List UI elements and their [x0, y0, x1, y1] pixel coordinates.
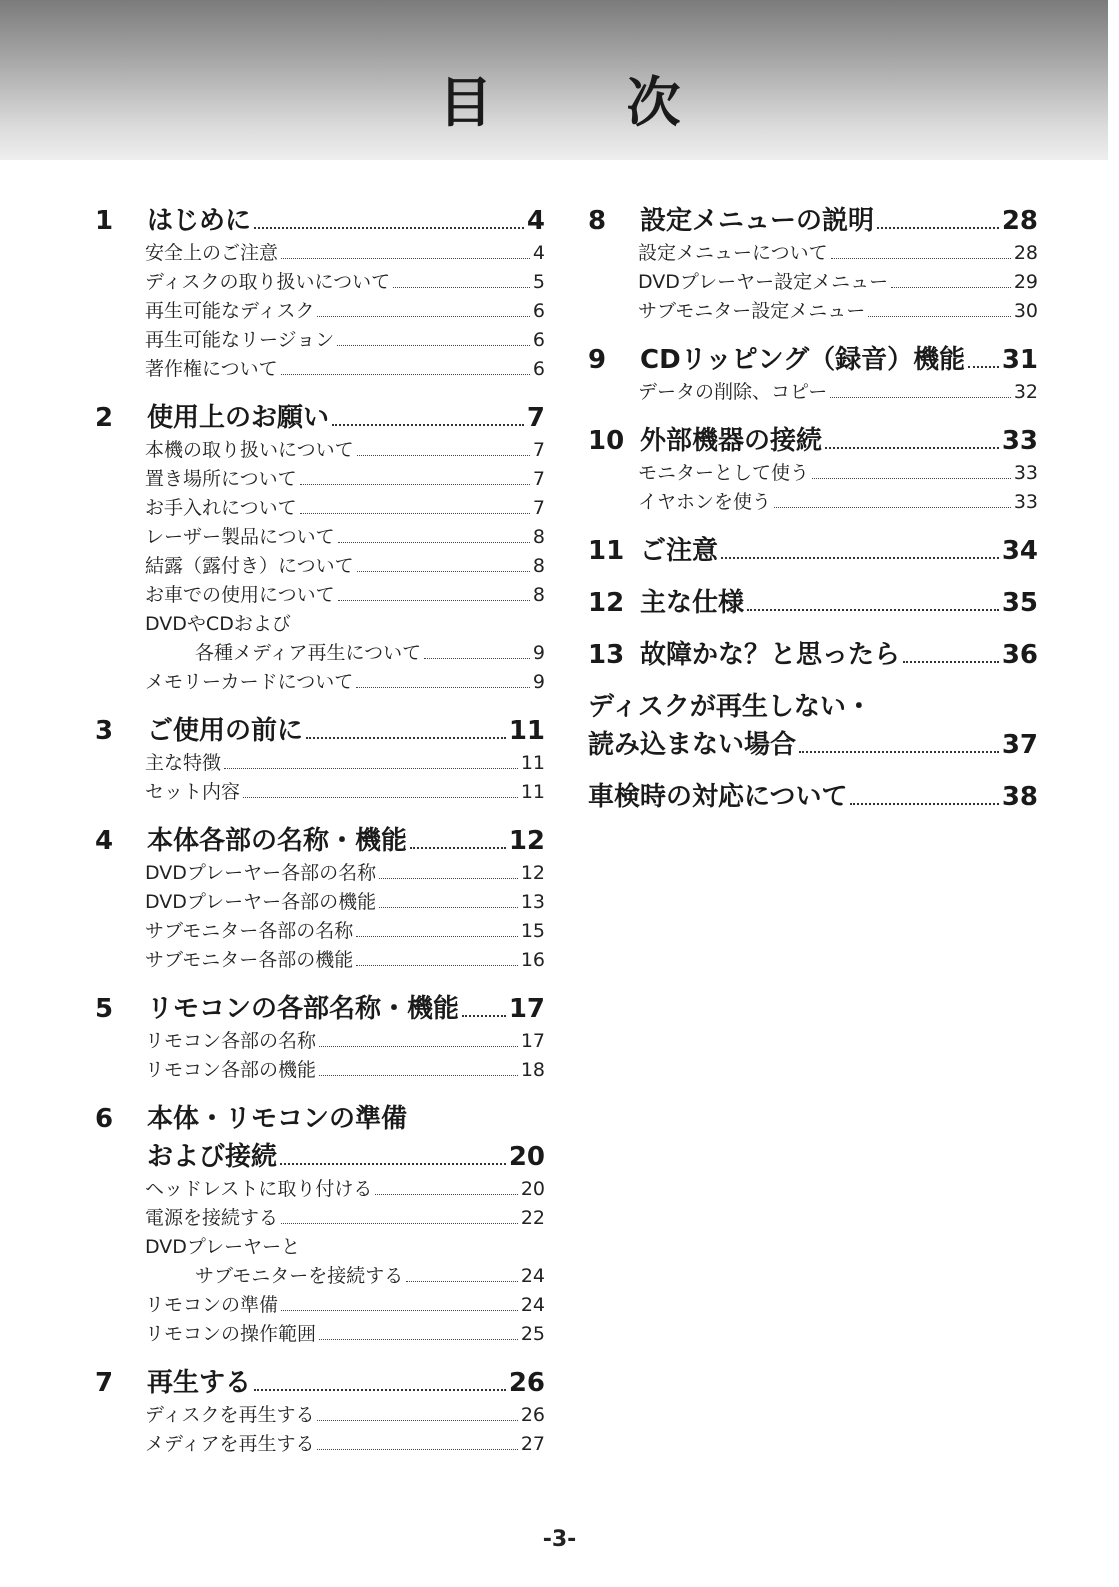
section-number: 10: [588, 426, 625, 456]
section-page-number: 17: [508, 994, 545, 1024]
item-label: DVDプレーヤーと: [145, 1236, 301, 1258]
section-title: ご使用の前に: [147, 716, 304, 746]
toc-item-row: [145, 1203, 545, 1232]
section-page-number: 11: [508, 716, 545, 746]
section-title: はじめに: [147, 206, 252, 236]
item-label: イヤホンを使う: [638, 491, 772, 513]
item-label-continued: 各種メディア再生について: [195, 642, 422, 664]
section-number: 12: [588, 588, 625, 618]
section-title: ディスクが再生しない・: [588, 692, 872, 722]
section-heading-row: [588, 634, 1038, 672]
section-heading-row: [588, 420, 1038, 458]
dot-leader: [747, 609, 999, 611]
item-page-number: 7: [532, 439, 545, 461]
toc-item-row: [638, 377, 1038, 406]
dot-leader: [357, 455, 530, 456]
toc-item-row: [145, 325, 545, 354]
toc-item-row: [638, 267, 1038, 296]
section-title: CDリッピング（録音）機能: [640, 345, 966, 375]
item-label: DVDやCDおよび: [145, 613, 291, 635]
item-label: モニターとして使う: [638, 462, 810, 484]
section-heading-row: [95, 200, 545, 238]
section-page-number: 33: [1001, 426, 1038, 456]
dot-leader: [356, 965, 518, 966]
section-heading-row: [95, 710, 545, 748]
dot-leader: [281, 258, 530, 259]
section-items: [588, 458, 1038, 516]
toc-item-row: [145, 522, 545, 551]
toc-section: [95, 397, 545, 696]
dot-leader: [319, 1075, 518, 1076]
section-page-number: 31: [1001, 345, 1038, 375]
item-label: 置き場所について: [145, 468, 297, 490]
item-page-number: 12: [520, 862, 545, 884]
page-title: 目 次: [438, 71, 721, 134]
section-number: 6: [95, 1104, 114, 1134]
item-page-number: 25: [520, 1323, 545, 1345]
dot-leader: [254, 1389, 506, 1391]
item-label: 安全上のご注意: [145, 242, 279, 264]
item-label: 著作権について: [145, 358, 278, 380]
item-page-number: 16: [520, 949, 545, 971]
section-number: 13: [588, 640, 625, 670]
item-label: リモコン各部の名称: [145, 1030, 317, 1052]
section-heading-row: [95, 1098, 545, 1136]
item-page-number: 9: [532, 642, 545, 664]
section-number: 2: [95, 403, 114, 433]
toc-item-row: [145, 435, 545, 464]
item-label: 設定メニューについて: [638, 242, 828, 264]
item-page-number: 18: [520, 1059, 545, 1081]
dot-leader: [830, 397, 1011, 398]
section-items: [95, 748, 545, 806]
section-title-continued: および接続: [147, 1142, 278, 1172]
section-items: [95, 1400, 545, 1458]
dot-leader: [968, 366, 999, 368]
toc-item-row: [145, 1026, 545, 1055]
dot-leader: [300, 513, 530, 514]
item-page-number: 17: [520, 1030, 545, 1052]
item-page-number: 33: [1013, 491, 1038, 513]
item-page-number: 27: [520, 1433, 545, 1455]
dot-leader: [356, 936, 518, 937]
section-number: 9: [588, 345, 607, 375]
toc-item-row: [145, 238, 545, 267]
item-label: ディスクを再生する: [145, 1404, 315, 1426]
item-label: サブモニター設定メニュー: [638, 300, 866, 322]
section-number: 11: [588, 536, 625, 566]
item-page-number: 6: [532, 329, 545, 351]
dot-leader: [891, 287, 1011, 288]
section-heading-row: [95, 1136, 545, 1174]
section-title: 本体各部の名称・機能: [147, 826, 408, 856]
item-page-number: 6: [532, 300, 545, 322]
section-heading-row: [95, 820, 545, 858]
section-title: リモコンの各部名称・機能: [147, 994, 460, 1024]
section-page-number: 36: [1001, 640, 1038, 670]
section-heading-row: [95, 988, 545, 1026]
section-heading-row: [588, 686, 1038, 724]
section-title: ご注意: [640, 536, 719, 566]
item-page-number: 24: [520, 1294, 545, 1316]
dot-leader: [357, 571, 530, 572]
dot-leader: [393, 287, 530, 288]
toc-section: [588, 200, 1038, 325]
section-page-number: 37: [1001, 730, 1038, 760]
section-page-number: 26: [508, 1368, 545, 1398]
item-label: メモリーカードについて: [145, 671, 354, 693]
item-page-number: 29: [1013, 271, 1038, 293]
section-items: [95, 858, 545, 974]
dot-leader: [903, 661, 999, 663]
dot-leader: [462, 1015, 506, 1017]
toc-item-row: [145, 1290, 545, 1319]
section-number: 5: [95, 994, 114, 1024]
toc-section: [588, 582, 1038, 620]
toc-item-row: [145, 945, 545, 974]
section-title: 使用上のお願い: [147, 403, 330, 433]
toc-item-row: [145, 777, 545, 806]
dot-leader: [281, 1223, 518, 1224]
item-label: サブモニター各部の名称: [145, 920, 354, 942]
toc-item-row: [145, 748, 545, 777]
toc-item-row: [145, 1055, 545, 1084]
dot-leader: [424, 658, 530, 659]
section-page-number: 38: [1001, 782, 1038, 812]
toc-item-row: [638, 458, 1038, 487]
item-label: ディスクの取り扱いについて: [145, 271, 391, 293]
item-label: 本機の取り扱いについて: [145, 439, 354, 461]
dot-leader: [831, 258, 1011, 259]
dot-leader: [281, 1310, 518, 1311]
dot-leader: [410, 847, 506, 849]
dot-leader: [379, 907, 518, 908]
section-number: 7: [95, 1368, 114, 1398]
item-page-number: 7: [532, 497, 545, 519]
dot-leader: [317, 1420, 517, 1421]
item-page-number: 28: [1013, 242, 1038, 264]
dot-leader: [319, 1339, 518, 1340]
dot-leader: [243, 797, 518, 798]
item-page-number: 15: [520, 920, 545, 942]
toc-item-row: [145, 580, 545, 609]
toc-item-row: [145, 267, 545, 296]
dot-leader: [317, 316, 529, 317]
dot-leader: [338, 600, 530, 601]
item-label: DVDプレーヤー各部の機能: [145, 891, 377, 913]
toc-item-row: [145, 493, 545, 522]
toc-item-row: [145, 354, 545, 383]
toc-section: [95, 1098, 545, 1348]
toc-section: [588, 420, 1038, 516]
item-label: ヘッドレストに取り付ける: [145, 1178, 373, 1200]
dot-leader: [812, 478, 1011, 479]
section-title: 再生する: [147, 1368, 252, 1398]
section-page-number: 12: [508, 826, 545, 856]
section-items: [95, 1026, 545, 1084]
item-label: 電源を接続する: [145, 1207, 279, 1229]
section-items: [95, 238, 545, 383]
item-page-number: 13: [520, 891, 545, 913]
item-label: 主な特徴: [145, 752, 222, 774]
toc-item-row: [145, 464, 545, 493]
item-page-number: 32: [1013, 381, 1038, 403]
toc-item-row: [145, 1400, 545, 1429]
dot-leader: [319, 1046, 518, 1047]
section-heading-row: [588, 776, 1038, 814]
toc-section: [95, 988, 545, 1084]
toc-left-column: [95, 200, 545, 1472]
toc-item-row: [145, 609, 545, 638]
section-items: [95, 1174, 545, 1348]
section-page-number: 7: [526, 403, 545, 433]
item-label: レーザー製品について: [145, 526, 335, 548]
section-title: 本体・リモコンの準備: [147, 1104, 408, 1134]
toc-section: [95, 710, 545, 806]
dot-leader: [332, 424, 524, 426]
item-label: お車での使用について: [145, 584, 335, 606]
toc-item-row: [145, 858, 545, 887]
section-heading-row: [588, 582, 1038, 620]
item-page-number: 22: [520, 1207, 545, 1229]
dot-leader: [375, 1194, 517, 1195]
dot-leader: [721, 557, 999, 559]
dot-leader: [877, 227, 999, 229]
dot-leader: [280, 1163, 506, 1165]
item-page-number: 8: [532, 584, 545, 606]
item-page-number: 5: [532, 271, 545, 293]
toc-section: [95, 1362, 545, 1458]
item-page-number: 9: [532, 671, 545, 693]
page-number: -3-: [542, 1527, 577, 1552]
item-label-continued: サブモニターを接続する: [195, 1265, 404, 1287]
toc-section: [588, 634, 1038, 672]
section-heading-row: [95, 397, 545, 435]
section-heading-row: [95, 1362, 545, 1400]
section-page-number: 35: [1001, 588, 1038, 618]
section-items: [588, 238, 1038, 325]
section-items: [95, 435, 545, 696]
dot-leader: [224, 768, 518, 769]
section-heading-row: [588, 724, 1038, 762]
toc-item-row: [145, 1319, 545, 1348]
toc-item-row: [145, 1261, 545, 1290]
toc-item-row: [145, 887, 545, 916]
item-label: 結露（露付き）について: [145, 555, 354, 577]
item-label: メディアを再生する: [145, 1433, 315, 1455]
toc-item-row: [145, 638, 545, 667]
dot-leader: [306, 737, 506, 739]
dot-leader: [799, 751, 999, 753]
dot-leader: [317, 1449, 517, 1450]
item-label: 再生可能なディスク: [145, 300, 315, 322]
item-label: お手入れについて: [145, 497, 297, 519]
toc-item-row: [638, 296, 1038, 325]
item-label: データの削除、コピー: [638, 381, 828, 403]
toc-item-row: [145, 1429, 545, 1458]
item-page-number: 26: [520, 1404, 545, 1426]
toc-item-row: [145, 1174, 545, 1203]
toc-section: [95, 820, 545, 974]
section-title: 主な仕様: [640, 588, 745, 618]
item-page-number: 11: [520, 752, 545, 774]
dot-leader: [868, 316, 1011, 317]
dot-leader: [254, 227, 524, 229]
toc-section: [588, 339, 1038, 406]
item-page-number: 7: [532, 468, 545, 490]
toc-section: [588, 686, 1038, 762]
section-title: 外部機器の接続: [640, 426, 823, 456]
item-page-number: 8: [532, 555, 545, 577]
item-label: DVDプレーヤー各部の名称: [145, 862, 377, 884]
toc-section: [588, 776, 1038, 814]
section-number: 8: [588, 206, 607, 236]
section-number: 4: [95, 826, 114, 856]
section-title: 故障かな？と思ったら: [640, 640, 901, 670]
dot-leader: [337, 345, 530, 346]
item-label: DVDプレーヤー設定メニュー: [638, 271, 889, 293]
section-title: 設定メニューの説明: [640, 206, 875, 236]
section-page-number: 4: [526, 206, 545, 236]
item-page-number: 6: [532, 358, 545, 380]
item-label: リモコンの準備: [145, 1294, 279, 1316]
item-label: サブモニター各部の機能: [145, 949, 354, 971]
section-title-continued: 読み込まない場合: [588, 730, 797, 760]
dot-leader: [850, 803, 998, 805]
dot-leader: [338, 542, 530, 543]
dot-leader: [774, 507, 1011, 508]
item-label: リモコンの操作範囲: [145, 1323, 317, 1345]
item-page-number: 24: [520, 1265, 545, 1287]
item-label: リモコン各部の機能: [145, 1059, 317, 1081]
item-page-number: 8: [532, 526, 545, 548]
section-page-number: 34: [1001, 536, 1038, 566]
toc-item-row: [145, 916, 545, 945]
toc-item-row: [145, 667, 545, 696]
section-page-number: 28: [1001, 206, 1038, 236]
dot-leader: [300, 484, 530, 485]
item-page-number: 20: [520, 1178, 545, 1200]
section-number: 1: [95, 206, 114, 236]
section-title: 車検時の対応について: [588, 782, 848, 812]
section-heading-row: [588, 530, 1038, 568]
dot-leader: [281, 374, 530, 375]
toc-right-column: [588, 200, 1038, 828]
toc-item-row: [145, 1232, 545, 1261]
toc-section: [95, 200, 545, 383]
toc-section: [588, 530, 1038, 568]
dot-leader: [379, 878, 518, 879]
item-page-number: 30: [1013, 300, 1038, 322]
toc-item-row: [145, 551, 545, 580]
section-page-number: 20: [508, 1142, 545, 1172]
dot-leader: [406, 1281, 518, 1282]
section-heading-row: [588, 339, 1038, 377]
item-label: 再生可能なリージョン: [145, 329, 335, 351]
toc-item-row: [638, 487, 1038, 516]
item-page-number: 33: [1013, 462, 1038, 484]
toc-item-row: [145, 296, 545, 325]
item-page-number: 4: [532, 242, 545, 264]
section-heading-row: [588, 200, 1038, 238]
section-number: 3: [95, 716, 114, 746]
dot-leader: [356, 687, 530, 688]
item-label: セット内容: [145, 781, 241, 803]
item-page-number: 11: [520, 781, 545, 803]
toc-item-row: [638, 238, 1038, 267]
section-items: [588, 377, 1038, 406]
dot-leader: [825, 447, 999, 449]
